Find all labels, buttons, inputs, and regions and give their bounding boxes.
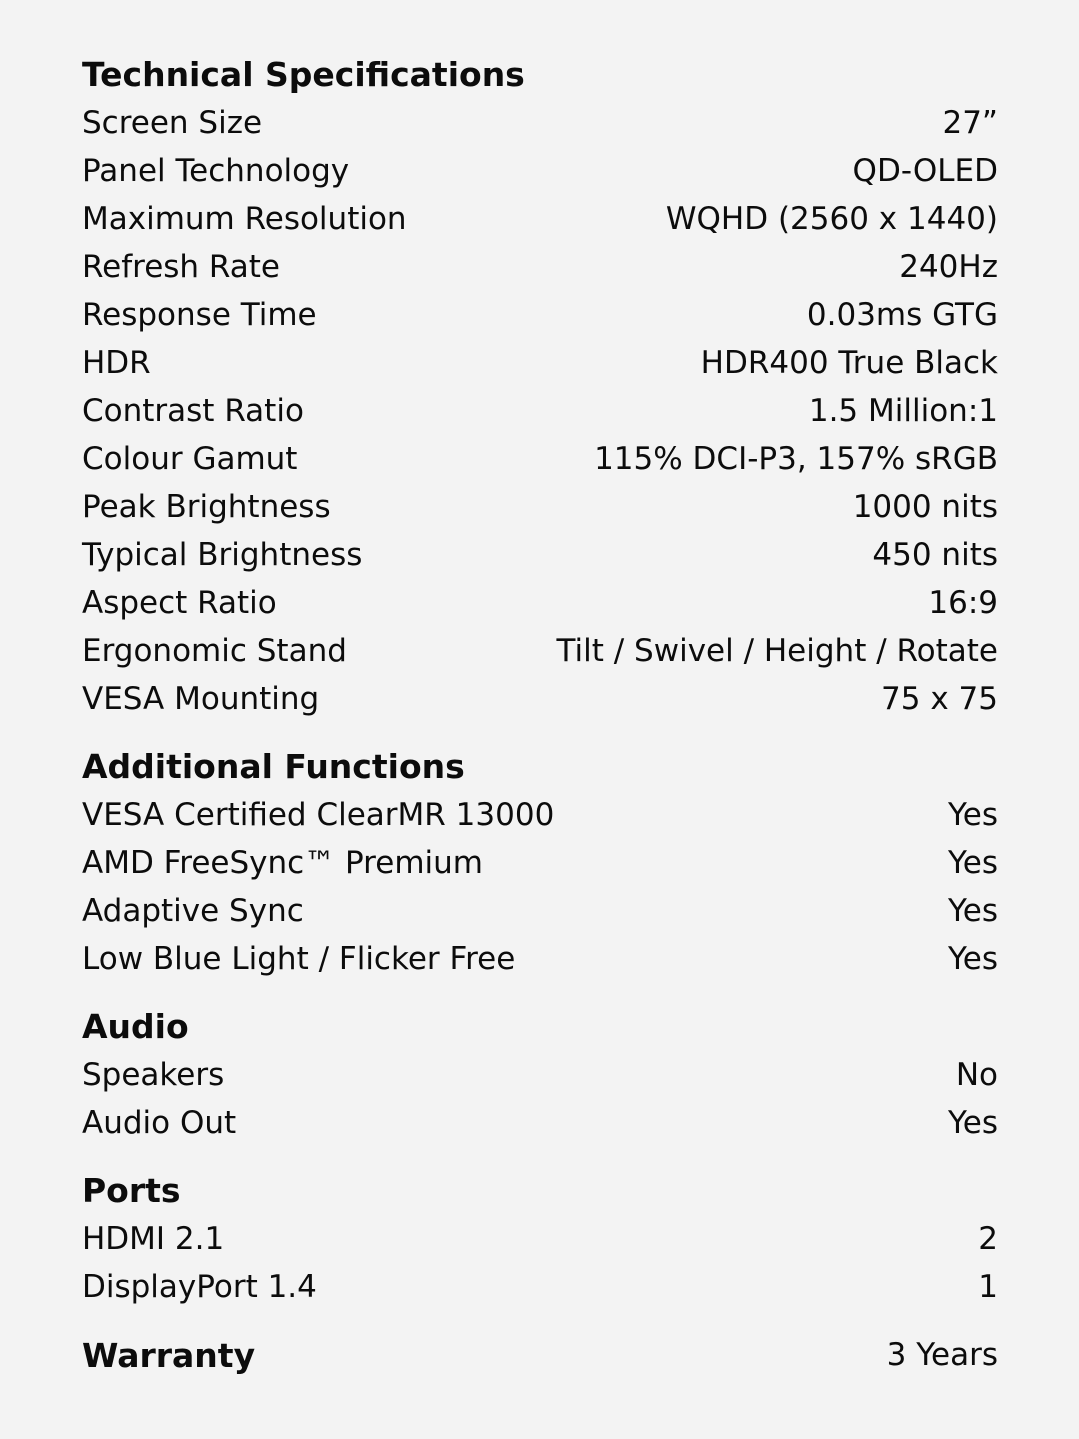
spec-row-warranty bbox=[82, 1331, 998, 1379]
spec-label: Contrast Ratio bbox=[82, 393, 304, 429]
spec-value: Yes bbox=[947, 797, 998, 833]
spec-row-ergonomic-stand bbox=[82, 627, 998, 675]
section-warranty bbox=[82, 1331, 998, 1379]
spec-row-freesync bbox=[82, 839, 998, 887]
spec-label: Low Blue Light / Flicker Free bbox=[82, 941, 516, 977]
spec-row-hdmi bbox=[82, 1215, 998, 1263]
spec-value: 2 bbox=[978, 1221, 998, 1257]
spec-value: Yes bbox=[947, 845, 998, 881]
spec-label: Screen Size bbox=[82, 105, 263, 141]
spec-row-peak-brightness bbox=[82, 483, 998, 531]
spec-row-typical-brightness bbox=[82, 531, 998, 579]
spec-label: Ergonomic Stand bbox=[82, 633, 347, 669]
spec-value: Yes bbox=[947, 1105, 998, 1141]
spec-value: Yes bbox=[947, 941, 998, 977]
spec-value: 16:9 bbox=[928, 585, 998, 621]
section-audio bbox=[82, 1003, 998, 1147]
spec-label: HDR bbox=[82, 345, 151, 381]
spec-value: Yes bbox=[947, 893, 998, 929]
spec-value: 1000 nits bbox=[852, 489, 998, 525]
spec-row-speakers bbox=[82, 1051, 998, 1099]
spec-row-response-time bbox=[82, 291, 998, 339]
spec-value: 450 nits bbox=[872, 537, 998, 573]
spec-label: VESA Certified ClearMR 13000 bbox=[82, 797, 555, 833]
spec-row-adaptive-sync bbox=[82, 887, 998, 935]
spec-label: DisplayPort 1.4 bbox=[82, 1269, 317, 1305]
spec-row-clearmr bbox=[82, 791, 998, 839]
spec-label: Response Time bbox=[82, 297, 317, 333]
spec-row-audio-out bbox=[82, 1099, 998, 1147]
section-title: Ports bbox=[82, 1171, 181, 1210]
spec-value: QD-OLED bbox=[852, 153, 998, 189]
spec-row-maximum-resolution bbox=[82, 195, 998, 243]
spec-value: 1.5 Million:1 bbox=[808, 393, 998, 429]
spec-label: Adaptive Sync bbox=[82, 893, 304, 929]
spec-value: 0.03ms GTG bbox=[806, 297, 998, 333]
spec-label: Typical Brightness bbox=[82, 537, 363, 573]
spec-value: 1 bbox=[978, 1269, 998, 1305]
spec-label: Audio Out bbox=[82, 1105, 237, 1141]
spec-value: Tilt / Swivel / Height / Rotate bbox=[556, 633, 998, 669]
spec-row-screen-size bbox=[82, 99, 998, 147]
spec-label: Panel Technology bbox=[82, 153, 350, 189]
spec-label: Maximum Resolution bbox=[82, 201, 407, 237]
spec-sheet bbox=[82, 51, 998, 1379]
section-title: Additional Functions bbox=[82, 747, 465, 786]
spec-row-refresh-rate bbox=[82, 243, 998, 291]
spec-row-colour-gamut bbox=[82, 435, 998, 483]
spec-label: HDMI 2.1 bbox=[82, 1221, 225, 1257]
spec-row-low-blue-light bbox=[82, 935, 998, 983]
spec-value: 27” bbox=[942, 105, 998, 141]
section-title: Technical Specifications bbox=[82, 55, 525, 94]
warranty-value: 3 Years bbox=[886, 1337, 998, 1373]
section-additional-functions bbox=[82, 743, 998, 983]
section-technical-specifications bbox=[82, 51, 998, 723]
section-ports bbox=[82, 1167, 998, 1311]
spec-row-aspect-ratio bbox=[82, 579, 998, 627]
spec-label: AMD FreeSync™ Premium bbox=[82, 845, 483, 881]
spec-value: 240Hz bbox=[899, 249, 998, 285]
spec-label: Peak Brightness bbox=[82, 489, 331, 525]
spec-label: Speakers bbox=[82, 1057, 225, 1093]
warranty-label: Warranty bbox=[82, 1335, 256, 1375]
spec-label: Refresh Rate bbox=[82, 249, 281, 285]
section-title: Audio bbox=[82, 1007, 189, 1046]
spec-row-panel-technology bbox=[82, 147, 998, 195]
spec-value: HDR400 True Black bbox=[700, 345, 998, 381]
spec-value: No bbox=[955, 1057, 998, 1093]
spec-label: Colour Gamut bbox=[82, 441, 298, 477]
spec-row-contrast-ratio bbox=[82, 387, 998, 435]
spec-label: Aspect Ratio bbox=[82, 585, 277, 621]
spec-value: 75 x 75 bbox=[881, 681, 998, 717]
spec-row-vesa-mounting bbox=[82, 675, 998, 723]
spec-label: VESA Mounting bbox=[82, 681, 320, 717]
spec-row-displayport bbox=[82, 1263, 998, 1311]
spec-value: WQHD (2560 x 1440) bbox=[665, 201, 998, 237]
spec-value: 115% DCI-P3, 157% sRGB bbox=[594, 441, 998, 477]
spec-row-hdr bbox=[82, 339, 998, 387]
